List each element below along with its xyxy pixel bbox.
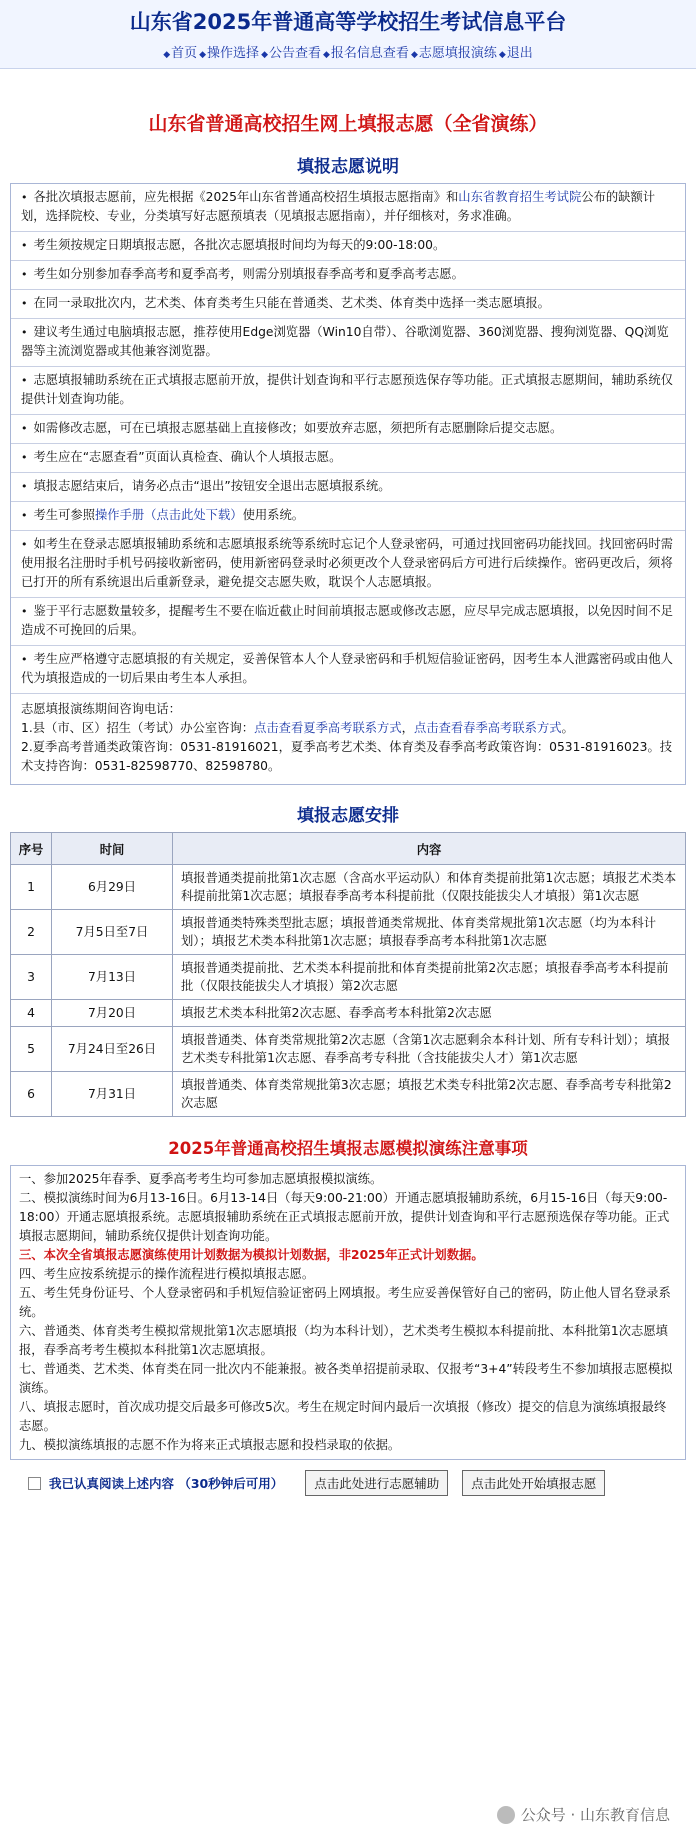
note-text: 考生如分别参加春季高考和夏季高考，则需分别填报春季高考和夏季高考志愿。 bbox=[33, 267, 464, 281]
diamond-icon: ◆ bbox=[163, 50, 171, 60]
mock-notes-box bbox=[10, 1165, 686, 1460]
mock-note-item: 六、普通类、体育类考生模拟常规批第1次志愿填报（均为本科计划），艺术类考生模拟本科提前批、本科批第1次志愿填报，春季高考考生模拟本科批第1次志愿填报。 bbox=[19, 1324, 668, 1357]
diamond-icon: ◆ bbox=[323, 50, 330, 60]
contact-line-1 bbox=[21, 719, 675, 738]
diamond-icon: ◆ bbox=[261, 50, 268, 60]
row-content: 填报普通类提前批第1次志愿（含高水平运动队）和体育类提前批第1次志愿；填报艺术类本科提前批第1次志愿；填报春季高考本科提前批（仅限技能拔尖人才填报）第1次志愿 bbox=[173, 865, 686, 910]
mock-note-item: 八、填报志愿时，首次成功提交后最多可修改5次。考生在规定时间内最后一次填报（修改）提交的信息为演练填报最终志愿。 bbox=[19, 1400, 667, 1433]
spring-contact-link[interactable]: 点击查看春季高考联系方式 bbox=[413, 721, 562, 735]
bullet-icon: • bbox=[21, 538, 28, 551]
nav-item-label: 公告查看 bbox=[268, 46, 321, 61]
note-text: 公布的缺额计划，选择院校、专业，分类填写好志愿预填表（见填报志愿指南），并仔细核对，务求准确。 bbox=[21, 190, 656, 223]
nav-item-5[interactable] bbox=[499, 46, 533, 61]
nav-item-label: 操作选择 bbox=[207, 46, 260, 61]
row-time: 6月29日 bbox=[52, 865, 173, 910]
table-row bbox=[11, 1072, 686, 1117]
mock-note-item: 二、模拟演练时间为6月13-16日。6月13-14日（每天9:00-21:00）开通志愿填报辅助系统，6月15-16日（每天9:00-18:00）开通志愿填报系统。志愿填报辅助系统在正式填报志愿前开放，提供计划查询和平行志愿预选保存等功能。正式填报志愿期间，辅助系统仅提供计划查询功能。 bbox=[19, 1191, 670, 1243]
note-text: 各批次填报志愿前，应先根据《2025年山东省普通高校招生填报志愿指南》和 bbox=[33, 190, 459, 204]
note-text: 使用系统。 bbox=[242, 508, 305, 522]
read-confirm-checkbox[interactable] bbox=[28, 1477, 41, 1490]
nav-item-label: 首页 bbox=[171, 46, 198, 61]
note-item bbox=[11, 473, 685, 502]
mock-note-item: 九、模拟演练填报的志愿不作为将来正式填报志愿和投档录取的依据。 bbox=[19, 1438, 401, 1452]
note-text: 在同一录取批次内，艺术类、体育类考生只能在普通类、艺术类、体育类中选择一类志愿填报。 bbox=[33, 296, 550, 310]
contact-heading: 志愿填报演练期间咨询电话： bbox=[21, 702, 181, 716]
col-header-no: 序号 bbox=[11, 833, 52, 865]
bullet-icon: • bbox=[21, 326, 28, 339]
row-time: 7月31日 bbox=[52, 1072, 173, 1117]
nav-item-label: 退出 bbox=[506, 46, 533, 61]
nav-item-label: 报名信息查看 bbox=[330, 46, 409, 61]
nav-item-4[interactable] bbox=[411, 46, 497, 61]
site-header bbox=[0, 0, 696, 69]
note-link[interactable]: 操作手册（点击此处下载） bbox=[95, 508, 243, 522]
row-content: 填报普通类提前批、艺术类本科提前批和体育类提前批第2次志愿；填报春季高考本科提前批（仅限技能拔尖人才填报）第2次志愿 bbox=[173, 955, 686, 1000]
table-row bbox=[11, 955, 686, 1000]
row-time: 7月20日 bbox=[52, 1000, 173, 1027]
bullet-icon: • bbox=[21, 509, 28, 522]
wechat-icon bbox=[497, 1806, 515, 1824]
row-no: 2 bbox=[11, 910, 52, 955]
bullet-icon: • bbox=[21, 374, 28, 387]
start-filling-button[interactable]: 点击此处开始填报志愿 bbox=[462, 1470, 605, 1496]
bullet-icon: • bbox=[21, 422, 28, 435]
notes-section-title: 填报志愿说明 bbox=[297, 157, 399, 177]
note-item bbox=[11, 184, 685, 232]
row-no: 6 bbox=[11, 1072, 52, 1117]
bullet-icon: • bbox=[21, 653, 28, 666]
schedule-section-title: 填报志愿安排 bbox=[297, 806, 399, 826]
nav-item-1[interactable] bbox=[199, 46, 259, 61]
table-row bbox=[11, 865, 686, 910]
schedule-table bbox=[10, 832, 686, 1117]
note-item bbox=[11, 415, 685, 444]
mock-note-item: 三、本次全省填报志愿演练使用计划数据为模拟计划数据，非2025年正式计划数据。 bbox=[19, 1248, 484, 1262]
diamond-icon: ◆ bbox=[199, 50, 207, 60]
row-content: 填报普通类、体育类常规批第2次志愿（含第1次志愿剩余本科计划、所有专科计划）；填报艺术类专科批第1次志愿、春季高考专科批（含技能拔尖人才）第1次志愿 bbox=[173, 1027, 686, 1072]
contact-line1-prefix: 1.县（市、区）招生（考试）办公室咨询： bbox=[21, 721, 255, 735]
row-no: 4 bbox=[11, 1000, 52, 1027]
table-row bbox=[11, 1027, 686, 1072]
note-text: 志愿填报辅助系统在正式填报志愿前开放，提供计划查询和平行志愿预选保存等功能。正式填报志愿期间，辅助系统仅提供计划查询功能。 bbox=[21, 373, 673, 406]
note-text: 鉴于平行志愿数量较多，提醒考生不要在临近截止时间前填报志愿或修改志愿，应尽早完成志愿填报，以免因时间不足造成不可挽回的后果。 bbox=[21, 604, 673, 637]
nav-item-label: 志愿填报演练 bbox=[418, 46, 497, 61]
contact-line1-sep: ， bbox=[401, 721, 414, 735]
col-header-time: 时间 bbox=[52, 833, 173, 865]
row-no: 5 bbox=[11, 1027, 52, 1072]
page-title: 山东省普通高校招生网上填报志愿（全省演练） bbox=[148, 113, 548, 135]
note-item bbox=[11, 232, 685, 261]
site-title: 山东省2025年普通高等学校招生考试信息平台 bbox=[129, 10, 567, 34]
note-text: 建议考生通过电脑填报志愿，推荐使用Edge浏览器（Win10自带）、谷歌浏览器、360浏览器、搜狗浏览器、QQ浏览器等主流浏览器或其他兼容浏览器。 bbox=[21, 325, 669, 358]
schedule-header-row bbox=[11, 833, 686, 865]
contact-line-2: 2.夏季高考普通类政策咨询：0531-81916021，夏季高考艺术类、体育类及春季高考政策咨询：0531-81916023。技术支持咨询：0531-82598770、82598780。 bbox=[21, 740, 673, 773]
bullet-icon: • bbox=[21, 451, 28, 464]
note-item bbox=[11, 319, 685, 367]
bullet-icon: • bbox=[21, 268, 28, 281]
note-text: 考生应严格遵守志愿填报的有关规定，妥善保管本人个人登录密码和手机短信验证密码，因考生本人泄露密码或由他人代为填报造成的一切后果由考生本人承担。 bbox=[21, 652, 673, 685]
note-item bbox=[11, 261, 685, 290]
note-item bbox=[11, 444, 685, 473]
note-item bbox=[11, 502, 685, 531]
row-content: 填报普通类、体育类常规批第3次志愿；填报艺术类专科批第2次志愿、春季高考专科批第2次志愿 bbox=[173, 1072, 686, 1117]
mock-note-item: 四、考生应按系统提示的操作流程进行模拟填报志愿。 bbox=[19, 1267, 315, 1281]
row-content: 填报普通类特殊类型批志愿；填报普通类常规批、体育类常规批第1次志愿（均为本科计划）；填报艺术类本科批第1次志愿；填报春季高考本科批第1次志愿 bbox=[173, 910, 686, 955]
note-item bbox=[11, 290, 685, 319]
row-content: 填报艺术类本科批第2次志愿、春季高考本科批第2次志愿 bbox=[173, 1000, 686, 1027]
row-no: 1 bbox=[11, 865, 52, 910]
note-item bbox=[11, 367, 685, 415]
mock-note-item: 七、普通类、艺术类、体育类在同一批次内不能兼报。被各类单招提前录取、仅报考“3+4”转段考生不参加填报志愿模拟演练。 bbox=[19, 1362, 673, 1395]
diamond-icon: ◆ bbox=[410, 50, 418, 60]
bullet-icon: • bbox=[21, 605, 28, 618]
diamond-icon: ◆ bbox=[498, 50, 506, 60]
note-text: 如需修改志愿，可在已填报志愿基础上直接修改；如要放弃志愿，须把所有志愿删除后提交志愿。 bbox=[33, 421, 563, 435]
mock-note-item: 一、参加2025年春季、夏季高考考生均可参加志愿填报模拟演练。 bbox=[19, 1172, 383, 1186]
note-text: 考生须按规定日期填报志愿，各批次志愿填报时间均为每天的9:00-18:00。 bbox=[33, 238, 446, 252]
note-text: 填报志愿结束后，请务必点击“退出”按钮安全退出志愿填报系统。 bbox=[33, 479, 391, 493]
table-row bbox=[11, 1000, 686, 1027]
note-item bbox=[11, 598, 685, 646]
contact-info bbox=[11, 694, 685, 784]
nav-item-2[interactable] bbox=[261, 46, 321, 61]
notes-box bbox=[10, 183, 686, 785]
watermark-text: 公众号 · 山东教育信息 bbox=[520, 1806, 670, 1824]
note-text: 考生应在“志愿查看”页面认真检查、确认个人填报志愿。 bbox=[33, 450, 342, 464]
confirm-bar bbox=[10, 1470, 686, 1496]
row-time: 7月5日至7日 bbox=[52, 910, 173, 955]
top-nav bbox=[0, 42, 696, 61]
mock-note-item: 五、考生凭身份证号、个人登录密码和手机短信验证密码上网填报。考生应妥善保管好自己的密码，防止他人冒名登录系统。 bbox=[19, 1286, 671, 1319]
note-text: 考生可参照 bbox=[33, 508, 95, 522]
note-link[interactable]: 山东省教育招生考试院 bbox=[458, 190, 582, 204]
summer-contact-link[interactable]: 点击查看夏季高考联系方式 bbox=[254, 721, 402, 735]
nav-item-0[interactable] bbox=[163, 46, 197, 61]
bullet-icon: • bbox=[21, 191, 28, 204]
row-no: 3 bbox=[11, 955, 52, 1000]
row-time: 7月13日 bbox=[52, 955, 173, 1000]
table-row bbox=[11, 910, 686, 955]
assist-button[interactable]: 点击此处进行志愿辅助 bbox=[305, 1470, 448, 1496]
row-time: 7月24日至26日 bbox=[52, 1027, 173, 1072]
bullet-icon: • bbox=[21, 239, 28, 252]
mock-section-title: 2025年普通高校招生填报志愿模拟演练注意事项 bbox=[168, 1139, 528, 1158]
note-text: 如考生在登录志愿填报辅助系统和志愿填报系统等系统时忘记个人登录密码，可通过找回密码功能找回。找回密码时需使用报名注册时手机号码接收新密码，使用新密码登录时必须更改个人登录密码后方可进行后续操作。密码更改后，须将已打开的所有系统退出后重新登录，避免提交志愿失败，耽误个人志愿填报。 bbox=[21, 537, 673, 589]
note-item bbox=[11, 646, 685, 694]
bullet-icon: • bbox=[21, 297, 28, 310]
note-item bbox=[11, 531, 685, 598]
watermark bbox=[497, 1804, 670, 1825]
col-header-content: 内容 bbox=[173, 833, 686, 865]
read-confirm-label: 我已认真阅读上述内容 （30秒钟后可用） bbox=[49, 1476, 284, 1491]
bullet-icon: • bbox=[21, 480, 28, 493]
contact-line1-suffix: 。 bbox=[561, 721, 574, 735]
nav-item-3[interactable] bbox=[323, 46, 409, 61]
